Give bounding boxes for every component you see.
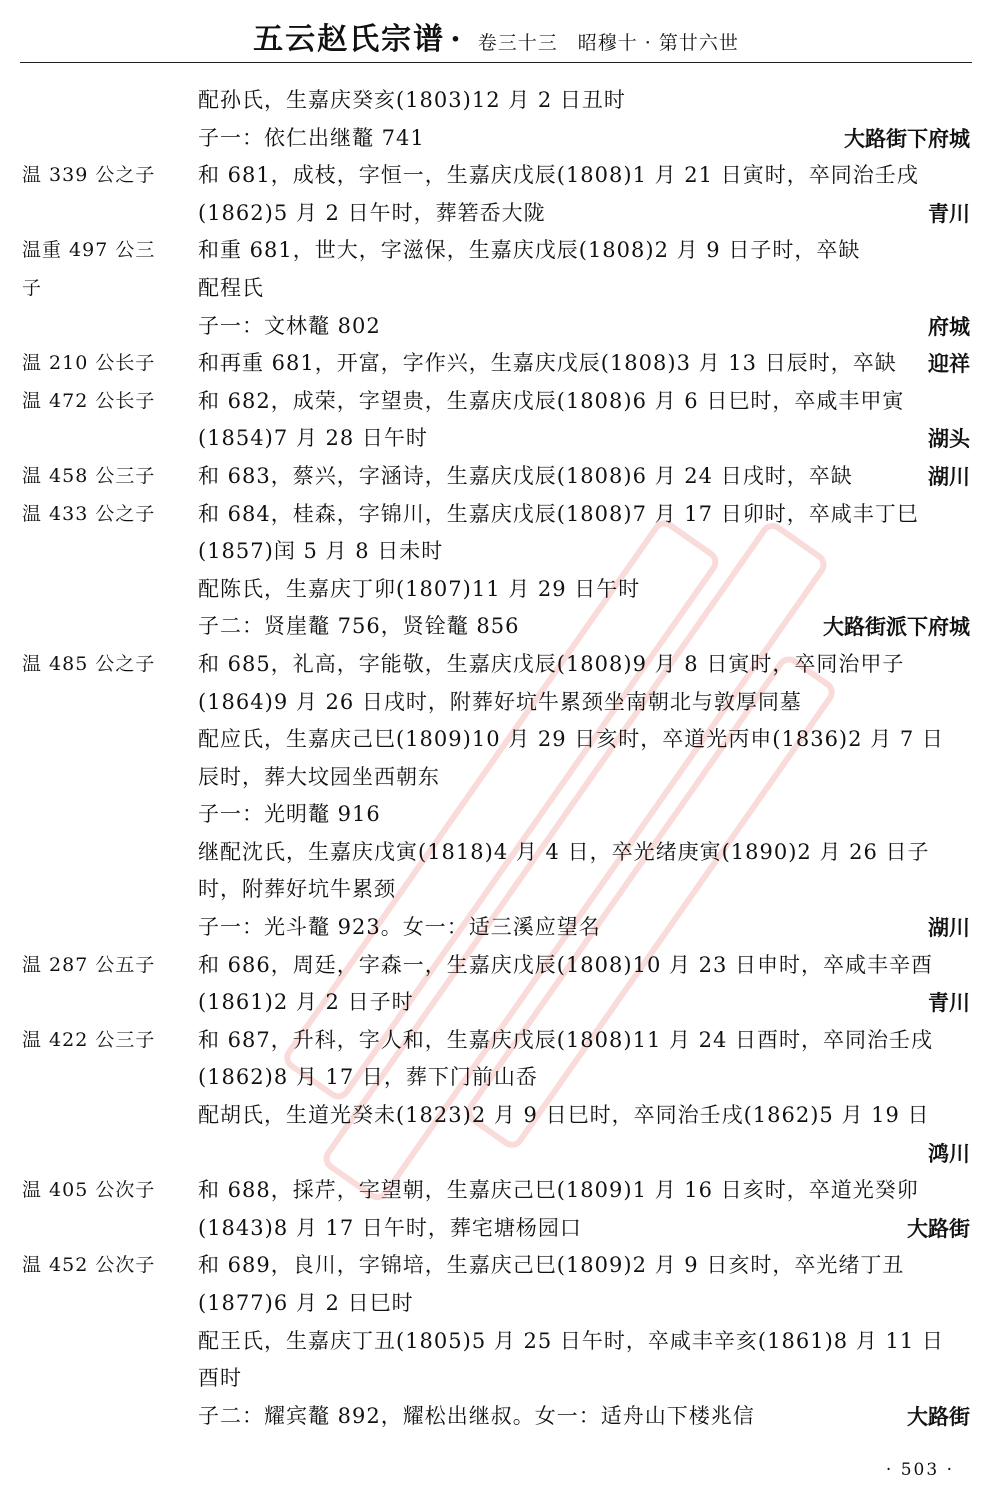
- entry-text: (1864)9 月 26 日戌时，附葬好坑牛累颈坐南朝北与敦厚同墓: [198, 689, 802, 714]
- genealogy-line: [22, 270, 970, 308]
- entry-text: 子一：光斗鼇 923。女一：适三溪应望名: [198, 915, 601, 940]
- location-label: 大路街下府城: [844, 125, 970, 151]
- parent-reference: 温 422 公三子: [22, 1028, 156, 1051]
- entry-text: 和再重 681，开富，字作兴，生嘉庆戊辰(1808)3 月 13 日辰时，卒缺: [198, 351, 897, 376]
- parent-reference: 子: [22, 276, 43, 299]
- genealogy-line: [22, 871, 970, 909]
- genealogy-line: [22, 984, 970, 1022]
- genealogy-line: [22, 157, 970, 195]
- genealogy-line: [22, 1210, 970, 1248]
- entry-text: 子二：耀宾鼇 892，耀松出继叔。女一：适舟山下楼兆信: [198, 1403, 755, 1428]
- genealogy-line: [22, 1323, 970, 1361]
- page-number: · 503 ·: [885, 1460, 954, 1480]
- parent-reference: 温 458 公三子: [22, 464, 156, 487]
- genealogy-line: [22, 458, 970, 496]
- entry-text: 时，附葬好坑牛累颈: [198, 877, 396, 902]
- genealogy-line: [22, 383, 970, 421]
- entry-text: 辰时，葬大坟园坐西朝东: [198, 764, 440, 789]
- entry-text: 和 688，採芹，字望朝，生嘉庆己巳(1809)1 月 16 日亥时，卒道光癸卯: [198, 1178, 919, 1203]
- entry-text: 配孙氏，生嘉庆癸亥(1803)12 月 2 日丑时: [198, 88, 626, 112]
- parent-reference: 温 287 公五子: [22, 953, 156, 976]
- genealogy-line: [22, 120, 970, 158]
- genealogy-line: [22, 1059, 970, 1097]
- genealogy-line: [22, 721, 970, 759]
- genealogy-line: [22, 82, 970, 120]
- parent-reference: 温 485 公之子: [22, 652, 156, 675]
- location-label: 大路街派下府城: [823, 614, 970, 640]
- entry-text: 继配沈氏，生嘉庆戊寅(1818)4 月 4 日，卒光绪庚寅(1890)2 月 26 日子: [198, 839, 930, 864]
- location-label: 湖川: [928, 463, 970, 489]
- genealogy-line: [22, 759, 970, 797]
- entry-text: (1854)7 月 28 日午时: [198, 426, 428, 451]
- genealogy-line: [22, 496, 970, 534]
- location-label: 府城: [928, 313, 970, 339]
- genealogy-line: [22, 646, 970, 684]
- genealogy-line: [22, 195, 970, 233]
- entry-text: 配胡氏，生道光癸未(1823)2 月 9 日巳时，卒同治壬戌(1862)5 月 19 日: [198, 1103, 930, 1128]
- parent-reference: 温 210 公长子: [22, 352, 156, 375]
- location-label: 湖头: [928, 426, 970, 452]
- genealogy-body: [22, 82, 970, 1435]
- location-label: 大路街: [907, 1403, 970, 1429]
- location-label: 湖川: [928, 915, 970, 941]
- volume-subtitle: 卷三十三 昭穆十 · 第廿六世: [477, 32, 739, 54]
- genealogy-line: [22, 909, 970, 947]
- location-label: 鸿川: [928, 1140, 970, 1166]
- genealogy-line: [22, 1247, 970, 1285]
- entry-text: 配应氏，生嘉庆己巳(1809)10 月 29 日亥时，卒道光丙申(1836)2 月 7 日: [198, 727, 944, 752]
- entry-text: 酉时: [198, 1366, 242, 1391]
- entry-text: 和 686，周廷，字森一，生嘉庆戊辰(1808)10 月 23 日申时，卒咸丰辛酉: [198, 952, 934, 977]
- genealogy-line: [22, 608, 970, 646]
- genealogy-line: [22, 308, 970, 346]
- genealogy-line: [22, 1360, 970, 1398]
- entry-text: (1862)5 月 2 日午时，葬箬岙大陇: [198, 200, 546, 225]
- location-label: 大路街: [907, 1215, 970, 1241]
- entry-text: 和 681，成枝，字恒一，生嘉庆戊辰(1808)1 月 21 日寅时，卒同治壬戌: [198, 163, 919, 188]
- entry-text: 配王氏，生嘉庆丁丑(1805)5 月 25 日午时，卒咸丰辛亥(1861)8 月 11 日: [198, 1328, 944, 1353]
- entry-text: (1857)闰 5 月 8 日未时: [198, 539, 444, 564]
- entry-text: 子二：贤崖鼇 756，贤铨鼇 856: [198, 614, 520, 639]
- parent-reference: 温 339 公之子: [22, 164, 156, 187]
- genealogy-line: [22, 1135, 970, 1173]
- entry-text: 和 685，礼高，字能敬，生嘉庆戊辰(1808)9 月 8 日寅时，卒同治甲子: [198, 651, 905, 676]
- book-title: 五云赵氏宗谱: [253, 22, 446, 57]
- entry-text: 子一：光明鼇 916: [198, 802, 381, 827]
- parent-reference: 温 433 公之子: [22, 502, 156, 525]
- genealogy-line: [22, 345, 970, 383]
- entry-text: 和 684，桂森，字锦川，生嘉庆戊辰(1808)7 月 17 日卯时，卒咸丰丁巳: [198, 501, 919, 526]
- parent-reference: 温重 497 公三: [22, 239, 156, 262]
- genealogy-line: [22, 947, 970, 985]
- entry-text: (1861)2 月 2 日子时: [198, 990, 414, 1015]
- genealogy-line: [22, 1097, 970, 1135]
- parent-reference: 温 472 公长子: [22, 389, 156, 412]
- genealogy-line: [22, 533, 970, 571]
- genealogy-line: [22, 571, 970, 609]
- entry-text: 和 682，成荣，字望贵，生嘉庆戊辰(1808)6 月 6 日巳时，卒咸丰甲寅: [198, 388, 905, 413]
- entry-text: 和 687，升科，字人和，生嘉庆戊辰(1808)11 月 24 日酉时，卒同治壬戌: [198, 1027, 934, 1052]
- genealogy-line: [22, 684, 970, 722]
- genealogy-line: [22, 1398, 970, 1436]
- entry-text: (1843)8 月 17 日午时，葬宅塘杨园口: [198, 1215, 582, 1240]
- entry-text: 配程氏: [198, 275, 264, 300]
- genealogy-line: [22, 1172, 970, 1210]
- page-header: [20, 14, 972, 63]
- location-label: 青川: [928, 200, 970, 226]
- genealogy-line: [22, 796, 970, 834]
- entry-text: (1877)6 月 2 日巳时: [198, 1291, 414, 1315]
- entry-text: 和 683，蔡兴，字涵诗，生嘉庆戊辰(1808)6 月 24 日戌时，卒缺: [198, 463, 853, 488]
- genealogy-line: [22, 1285, 970, 1323]
- entry-text: 子一：依仁出继鼇 741: [198, 125, 425, 150]
- parent-reference: 温 405 公次子: [22, 1179, 156, 1202]
- parent-reference: 温 452 公次子: [22, 1254, 156, 1277]
- entry-text: 配陈氏，生嘉庆丁卯(1807)11 月 29 日午时: [198, 576, 641, 601]
- genealogy-line: [22, 834, 970, 872]
- genealogy-line: [22, 420, 970, 458]
- genealogy-line: [22, 232, 970, 270]
- entry-text: (1862)8 月 17 日，葬下门前山岙: [198, 1065, 538, 1090]
- location-label: 青川: [928, 990, 970, 1016]
- title-dot: ·: [450, 22, 463, 57]
- genealogy-line: [22, 1022, 970, 1060]
- entry-text: 和 689，良川，字锦培，生嘉庆己巳(1809)2 月 9 日亥时，卒光绪丁丑: [198, 1253, 905, 1278]
- location-label: 迎祥: [928, 351, 970, 377]
- entry-text: 和重 681，世大，字滋保，生嘉庆戊辰(1808)2 月 9 日子时，卒缺: [198, 238, 861, 263]
- entry-text: 子一：文林鼇 802: [198, 313, 381, 338]
